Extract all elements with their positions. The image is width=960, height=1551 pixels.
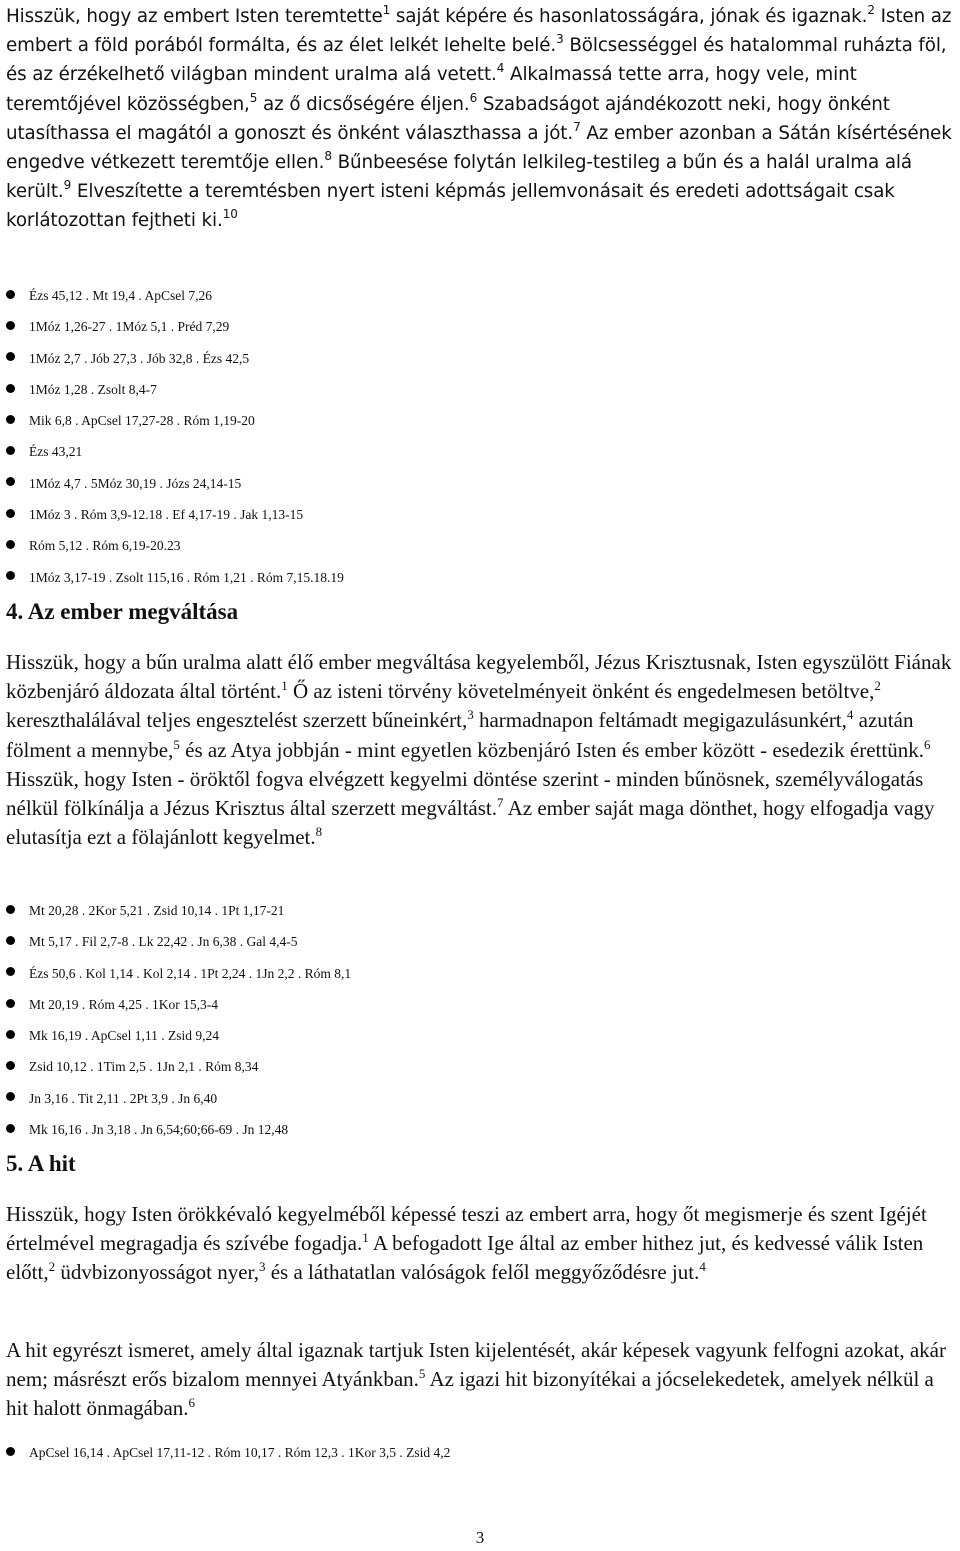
reference-item: Róm 5,12 . Róm 6,19-20.23 — [6, 530, 946, 561]
reference-item: 1Móz 1,26-27 . 1Móz 5,1 . Préd 7,29 — [6, 311, 946, 342]
bullet-icon — [6, 999, 15, 1008]
bullet-icon — [6, 1092, 15, 1101]
faith-paragraph-2: A hit egyrészt ismeret, amely által igaznak tartjuk Isten kijelentését, akár képesek vagyunk felfogni azokat, akár nem; másrészt erős bizalom mennyei Atyánkban.$^5$ Az igazi hit bizonyítékai a jócselekedetek, amelyek nélkül a hit halott önmagában.$^6$ — [6, 1338, 946, 1421]
bullet-icon — [6, 477, 15, 486]
bullet-icon — [6, 936, 15, 945]
reference-item: Ézs 45,12 . Mt 19,4 . ApCsel 7,26 — [6, 280, 946, 311]
bullet-icon — [6, 446, 15, 455]
bullet-icon — [6, 967, 15, 976]
reference-list-section3 — [6, 280, 946, 593]
bullet-icon — [6, 384, 15, 393]
bullet-icon — [6, 905, 15, 914]
reference-list-section4 — [6, 895, 946, 1145]
reference-item: 1Móz 1,28 . Zsolt 8,4-7 — [6, 374, 946, 405]
redemption-paragraph: Hisszük, hogy a bűn uralma alatt élő ember megváltása kegyelemből, Jézus Krisztusnak, Isten egyszülött Fiának közbenjáró áldozata által történt.$^1$ Ő az isteni törvény követelményeit önként és engedelmesen betöltve,$^2$ kereszthalálával teljes engesztelést szerzett bűneinkért,$^3$ harmadnapon feltámadt megigazulásunkért,$^4$ azután fölment a mennybe,$^5$ és az Atya jobbján - mint egyetlen közbenjáró Isten és ember között - esedezik érettünk.$^6$ Hisszük, hogy Isten - öröktől fogva elvégzett kegyelmi döntése szerint - minden bűnösnek, személyválogatás nélkül fölkínálja a Jézus Krisztus által szerzett megváltást.$^7$ Az ember saját maga dönthet, hogy elfogadja vagy elutasítja ezt a fölajánlott kegyelmet.$^8$ — [6, 650, 952, 850]
section-heading-4: 4. Az ember megváltása — [6, 599, 239, 624]
reference-item: ApCsel 16,14 . ApCsel 17,11-12 . Róm 10,17 . Róm 12,3 . 1Kor 3,5 . Zsid 4,2 — [6, 1437, 946, 1468]
bullet-icon — [6, 509, 15, 518]
bullet-icon — [6, 1124, 15, 1133]
bullet-icon — [6, 321, 15, 330]
bullet-icon — [6, 1447, 15, 1456]
reference-item: 1Móz 2,7 . Jób 27,3 . Jób 32,8 . Ézs 42,5 — [6, 343, 946, 374]
section-heading-5: 5. A hit — [6, 1151, 76, 1176]
bullet-icon — [6, 1061, 15, 1070]
reference-item: Mk 16,16 . Jn 3,18 . Jn 6,54;60;66-69 . Jn 12,48 — [6, 1114, 946, 1145]
bullet-icon — [6, 290, 15, 299]
bullet-icon — [6, 571, 15, 580]
faith-paragraph-1: Hisszük, hogy Isten örökkévaló kegyelméből képessé teszi az embert arra, hogy őt megismerje és szent Igéjét értelmével megragadja és szívébe fogadja.$^1$ A befogadott Ige által az ember hithez jut, és kedvessé válik Isten előtt,$^2$ üdvbizonyosságot nyer,$^3$ és a láthatatlan valóságok felől meggyőződésre jut.$^4$ — [6, 1202, 927, 1285]
reference-item: Jn 3,16 . Tit 2,11 . 2Pt 3,9 . Jn 6,40 — [6, 1083, 946, 1114]
bullet-icon — [6, 352, 15, 361]
reference-item: Ézs 43,21 — [6, 436, 946, 467]
reference-item: Mt 5,17 . Fil 2,7-8 . Lk 22,42 . Jn 6,38 . Gal 4,4-5 — [6, 926, 946, 957]
bullet-icon — [6, 1030, 15, 1039]
bullet-icon — [6, 540, 15, 549]
reference-item: 1Móz 4,7 . 5Móz 30,19 . Józs 24,14-15 — [6, 468, 946, 499]
reference-item: 1Móz 3,17-19 . Zsolt 115,16 . Róm 1,21 . Róm 7,15.18.19 — [6, 562, 946, 593]
creation-paragraph: Hisszük, hogy az embert Isten teremtette$^1$ saját képére és hasonlatosságára, jónak és igaznak.$^2$ Isten az embert a föld porából formálta, és az élet lelkét lehelte belé.$^3$ Bölcsességgel és hatalommal ruházta föl, és az érzékelhető világban mindent uralma alá vetett.$^4$ Alkalmassá tette arra, hogy vele, mint teremtőjével közösségben,$^5$ az ő dicsőségére éljen.$^6$ Szabadságot ajándékozott neki, hogy önként utasíthassa el magától a gonoszt és önként választhassa a jót.$^7$ Az ember azonban a Sátán kísértésének engedve vétkezett teremtője ellen.$^8$ Bűnbeesése folytán lelkileg-testileg a bűn és a halál uralma alá került.$^9$ Elveszítette a teremtésben nyert isteni képmás jellemvonásait és eredeti adottságait csak korlátozottan fejtheti ki.$^{10}$ — [6, 3, 952, 232]
reference-item: Mik 6,8 . ApCsel 17,27-28 . Róm 1,19-20 — [6, 405, 946, 436]
reference-item: Mt 20,28 . 2Kor 5,21 . Zsid 10,14 . 1Pt 1,17-21 — [6, 895, 946, 926]
reference-item: Zsid 10,12 . 1Tim 2,5 . 1Jn 2,1 . Róm 8,34 — [6, 1051, 946, 1082]
reference-item: Mk 16,19 . ApCsel 1,11 . Zsid 9,24 — [6, 1020, 946, 1051]
reference-item: Ézs 50,6 . Kol 1,14 . Kol 2,14 . 1Pt 2,24 . 1Jn 2,2 . Róm 8,1 — [6, 958, 946, 989]
reference-list-section5 — [6, 1437, 946, 1468]
reference-item: Mt 20,19 . Róm 4,25 . 1Kor 15,3-4 — [6, 989, 946, 1020]
bullet-icon — [6, 415, 15, 424]
page-number: 3 — [475, 1528, 485, 1547]
reference-item: 1Móz 3 . Róm 3,9-12.18 . Ef 4,17-19 . Jak 1,13-15 — [6, 499, 946, 530]
